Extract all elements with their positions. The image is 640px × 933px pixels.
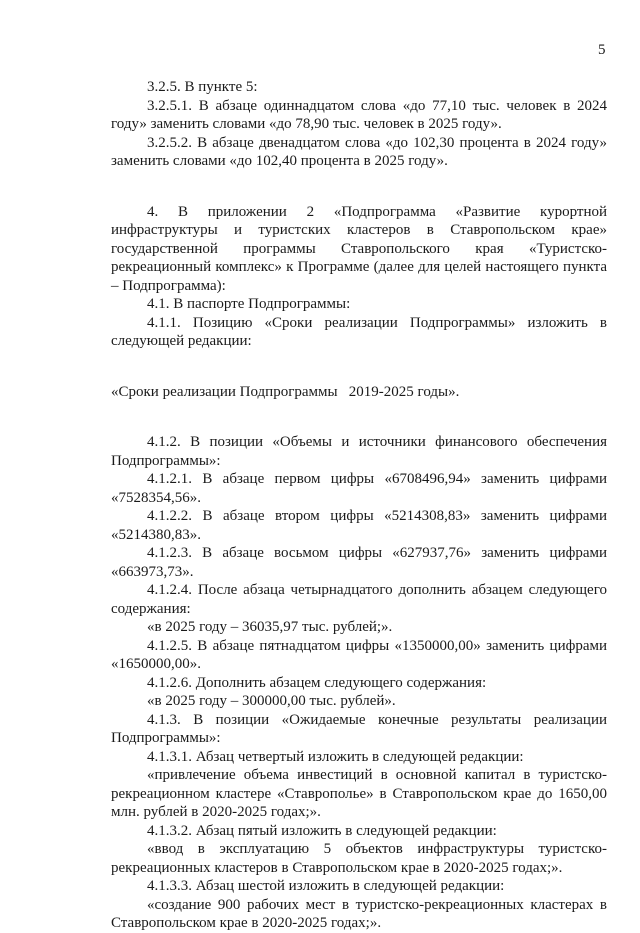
paragraph: 4.1.3.3. Абзац шестой изложить в следующей редакции:: [147, 878, 505, 894]
paragraph: 4.1.3. В позиции «Ожидаемые конечные результаты реализации Подпрограммы»:: [111, 711, 607, 746]
paragraph: 4.1.2.2. В абзаце втором цифры «5214308,83» заменить цифрами «5214380,83».: [111, 508, 607, 543]
paragraph: «создание 900 рабочих мест в туристско-рекреационных кластерах в Ставропольском крае в 2020-2025 годах;».: [111, 896, 607, 931]
paragraph: 4.1.1. Позицию «Сроки реализации Подпрограммы» изложить в следующей редакции:: [111, 314, 607, 349]
paragraph: 4.1.3.1. Абзац четвертый изложить в следующей редакции:: [147, 748, 524, 765]
paragraph: 4.1.2.1. В абзаце первом цифры «6708496,94» заменить цифрами «7528354,56».: [111, 471, 607, 506]
paragraph: 4.1.2.6. Дополнить абзацем следующего содержания:: [147, 674, 487, 691]
paragraph: «Сроки реализации Подпрограммы 2019-2025 годы».: [111, 383, 460, 400]
paragraph: 4.1.2.4. После абзаца четырнадцатого дополнить абзацем следующего содержания:: [111, 582, 607, 617]
paragraph: 4.1.2.3. В абзаце восьмом цифры «627937,76» заменить цифрами «663973,73».: [111, 545, 607, 580]
paragraph: 4.1. В паспорте Подпрограммы:: [147, 296, 351, 312]
paragraph: 4.1.2. В позиции «Объемы и источники финансового обеспечения Подпрограммы»:: [111, 434, 607, 469]
paragraph: 4.1.2.5. В абзаце пятнадцатом цифры «1350000,00» заменить цифрами «1650000,00».: [111, 637, 607, 672]
paragraph: 4.1.3.2. Абзац пятый изложить в следующей редакции:: [147, 822, 497, 839]
paragraph: «в 2025 году – 300000,00 тыс. рублей».: [147, 693, 396, 709]
paragraph: «ввод в эксплуатацию 5 объектов инфраструктуры туристско-рекреационных кластеров в Ставропольском крае в 2020-2025 годах;».: [111, 841, 607, 876]
page-number: 5: [598, 42, 606, 58]
paragraph: 3.2.5.2. В абзаце двенадцатом слова «до 102,30 процента в 2024 году» заменить словами «до 102,40 процента в 2025 году».: [111, 134, 607, 169]
paragraph: «привлечение объема инвестиций в основной капитал в туристско-рекреационном кластере «Ставрополье» в Ставропольском крае до 1650,00 млн. рублей в 2020-2025 годах;».: [111, 767, 607, 820]
paragraph: 3.2.5. В пункте 5:: [147, 79, 258, 95]
paragraph: 4. В приложении 2 «Подпрограмма «Развитие курортной инфраструктуры и туристских кластеров в Ставропольском крае» государственной программы Ставропольского края «Туристско-рекреационный комплекс» к Программе (далее для целей настоящего пункта – Подпрограмма):: [111, 203, 607, 294]
paragraph: «в 2025 году – 36035,97 тыс. рублей;».: [147, 619, 393, 635]
paragraph: 3.2.5.1. В абзаце одиннадцатом слова «до 77,10 тыс. человек в 2024 году» заменить словами «до 78,90 тыс. человек в 2025 году».: [111, 97, 607, 132]
document-body: [111, 78, 607, 933]
